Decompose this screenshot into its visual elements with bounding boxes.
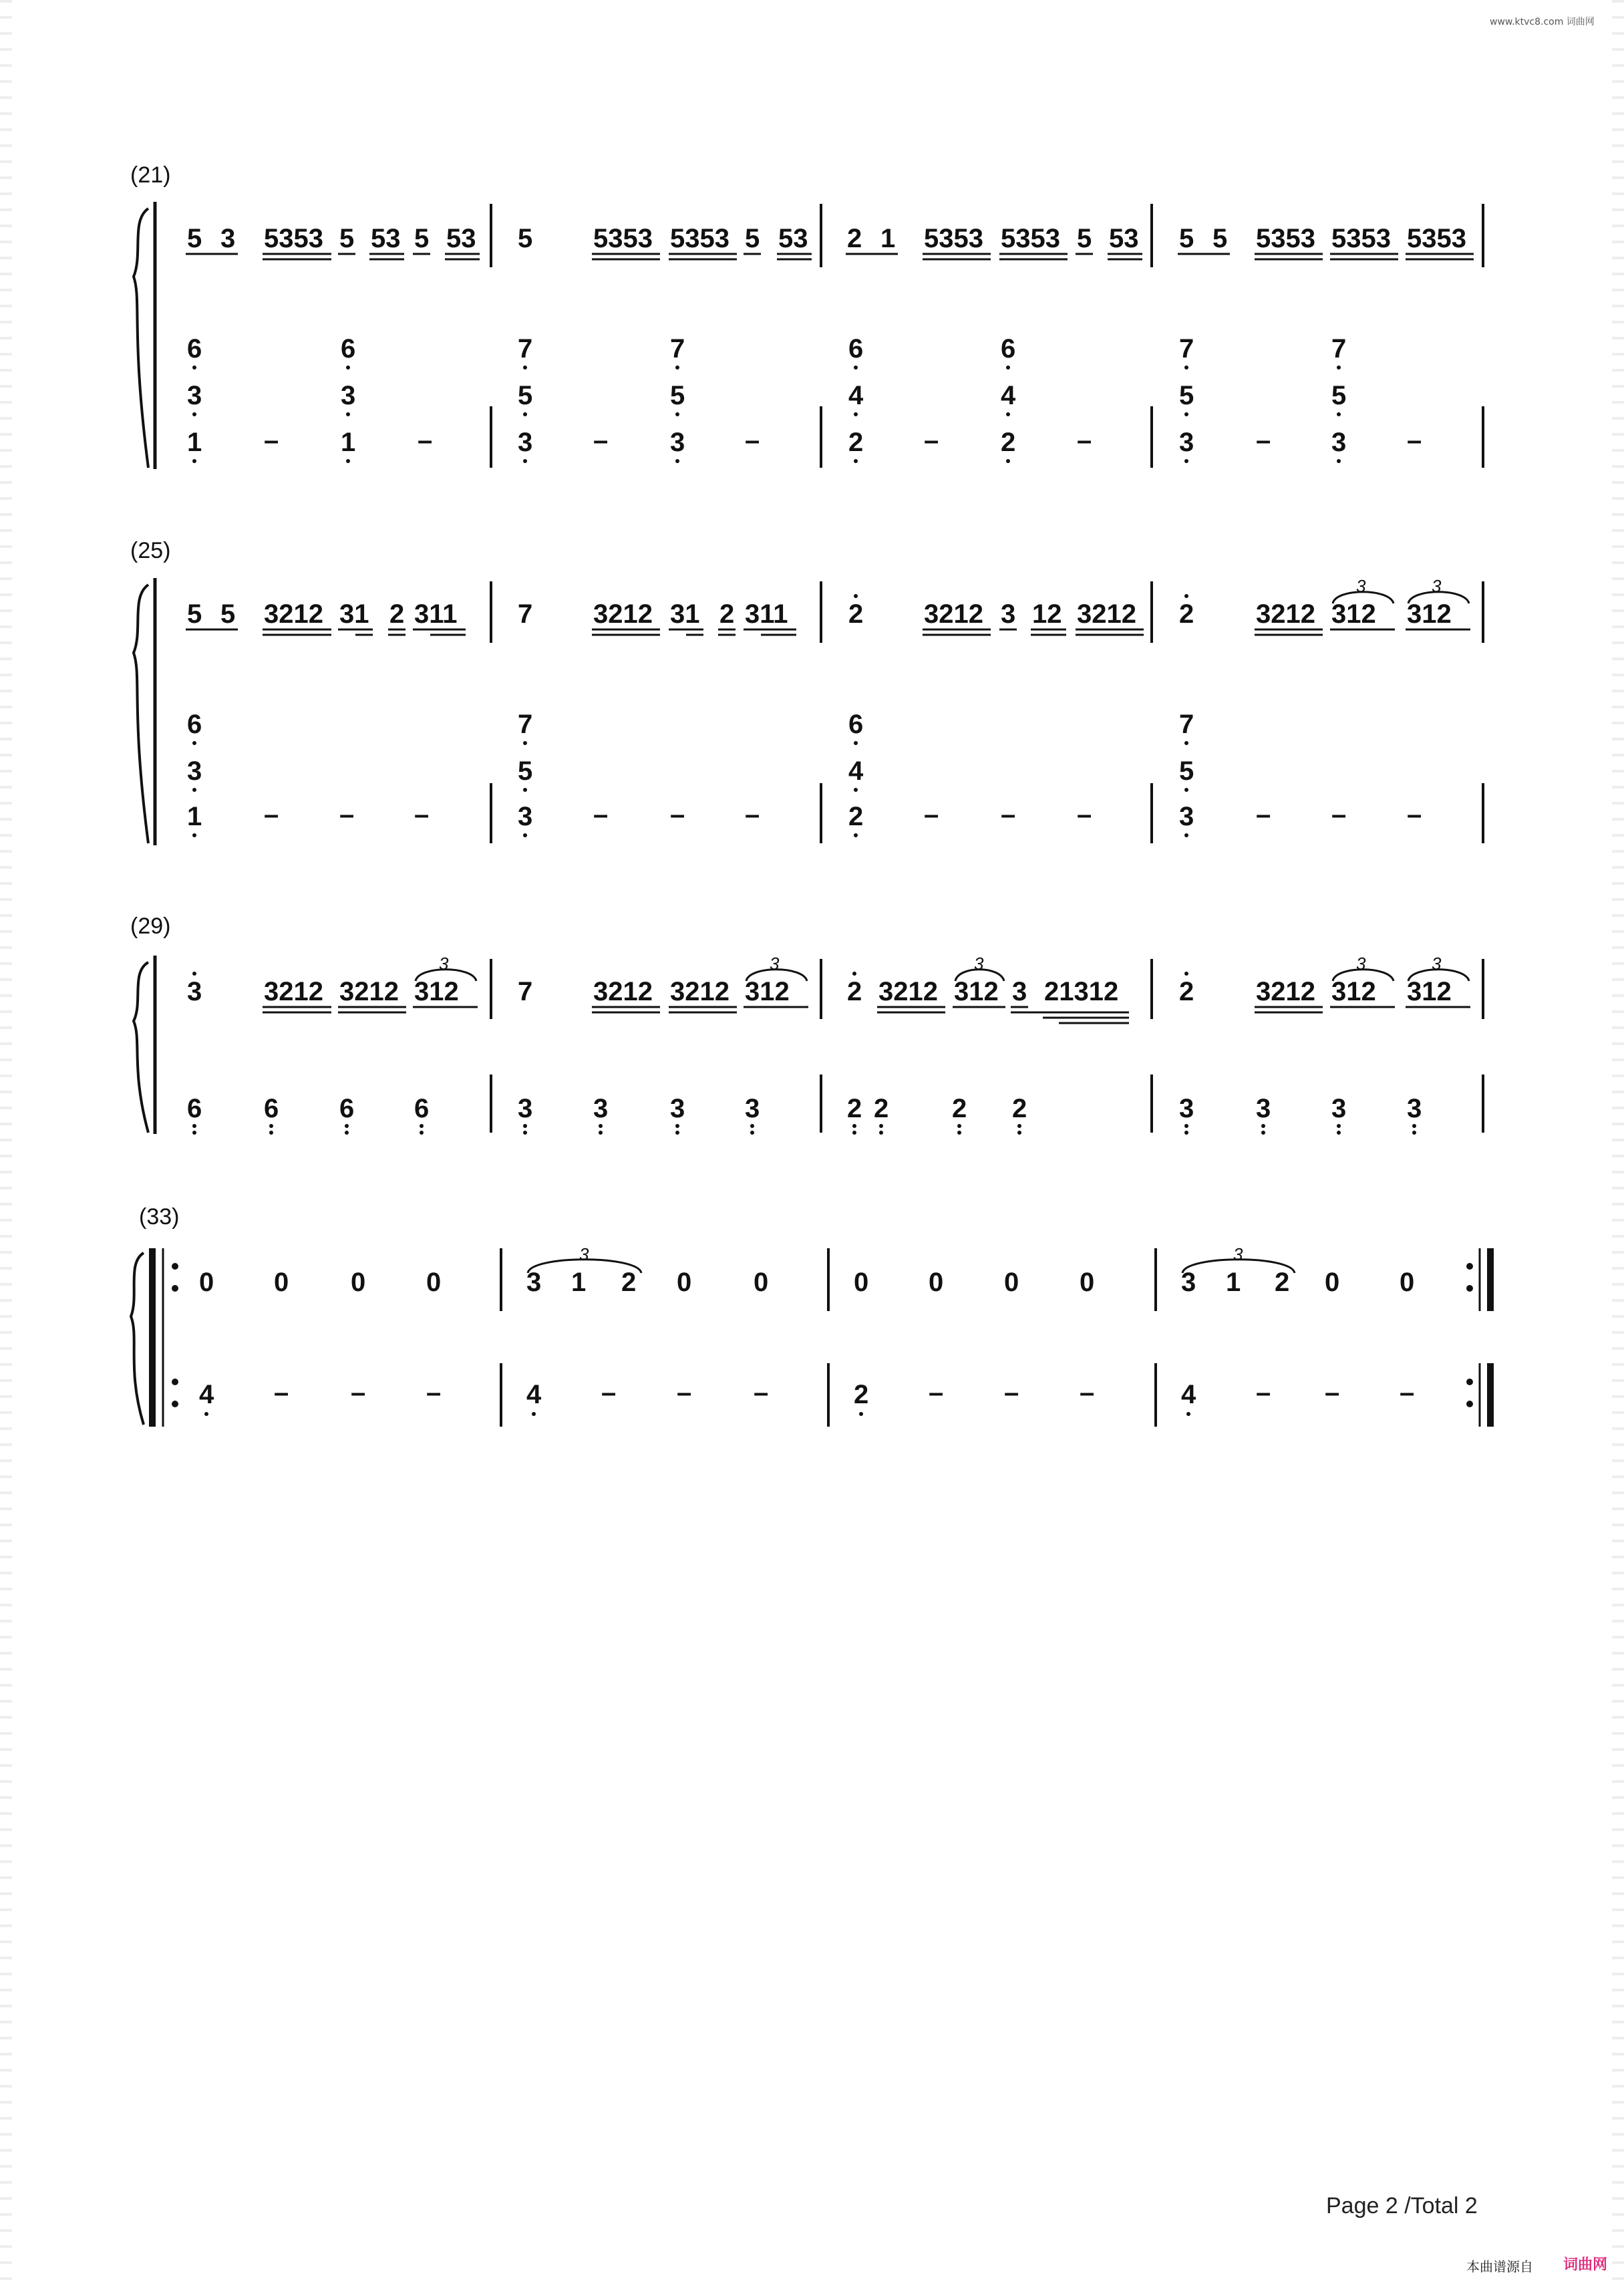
svg-text:–: –: [593, 800, 609, 829]
svg-text:–: –: [351, 1378, 366, 1407]
svg-text:3: 3: [1181, 1268, 1196, 1297]
svg-text:3: 3: [974, 954, 984, 974]
svg-text:2: 2: [1179, 977, 1194, 1006]
svg-text:2: 2: [719, 599, 735, 629]
svg-text:12: 12: [1032, 599, 1062, 629]
svg-text:311: 311: [745, 599, 788, 629]
svg-text:5: 5: [1212, 224, 1228, 253]
svg-text:5353: 5353: [1001, 224, 1060, 253]
svg-text:–: –: [264, 800, 279, 829]
svg-text:2: 2: [847, 977, 862, 1006]
measure-number: (21): [130, 162, 171, 188]
svg-text:–: –: [414, 800, 430, 829]
svg-text:–: –: [1077, 426, 1092, 455]
svg-text:6: 6: [187, 334, 202, 364]
svg-text:–: –: [1407, 800, 1422, 829]
svg-text:–: –: [418, 426, 433, 455]
svg-text:–: –: [677, 1378, 692, 1407]
svg-text:1: 1: [187, 428, 202, 457]
svg-text:–: –: [339, 800, 355, 829]
svg-text:312: 312: [745, 977, 790, 1006]
svg-text:7: 7: [518, 334, 533, 364]
svg-text:3: 3: [187, 756, 202, 786]
upper-measure-23: [846, 224, 1142, 259]
svg-text:53: 53: [371, 224, 401, 253]
svg-text:2: 2: [848, 802, 864, 831]
svg-text:2: 2: [1012, 1094, 1027, 1123]
svg-text:2: 2: [621, 1268, 637, 1297]
svg-text:3: 3: [518, 428, 533, 457]
svg-text:312: 312: [1407, 599, 1452, 629]
svg-text:–: –: [593, 426, 609, 455]
svg-text:–: –: [1331, 800, 1347, 829]
svg-text:3: 3: [1256, 1094, 1271, 1123]
svg-text:0: 0: [754, 1268, 769, 1297]
lower-chords-25-28: [187, 710, 1422, 837]
svg-text:3: 3: [1179, 802, 1194, 831]
svg-text:–: –: [264, 426, 279, 455]
svg-text:3212: 3212: [593, 977, 653, 1006]
svg-text:3: 3: [1331, 428, 1347, 457]
svg-text:312: 312: [1331, 599, 1376, 629]
svg-text:312: 312: [1331, 977, 1376, 1006]
svg-text:–: –: [1256, 1378, 1271, 1407]
svg-text:3: 3: [1407, 1094, 1422, 1123]
svg-text:7: 7: [518, 977, 533, 1006]
svg-text:3: 3: [1331, 1094, 1347, 1123]
svg-text:2: 2: [1275, 1268, 1290, 1297]
svg-text:3: 3: [1001, 599, 1016, 629]
svg-text:–: –: [924, 800, 939, 829]
svg-text:6: 6: [187, 1094, 202, 1123]
svg-text:5: 5: [1179, 381, 1194, 410]
svg-text:2: 2: [848, 428, 864, 457]
upper-measure-21: [186, 224, 480, 259]
svg-text:0: 0: [677, 1268, 692, 1297]
measure-number: (29): [130, 913, 171, 939]
svg-text:3212: 3212: [593, 599, 653, 629]
svg-text:–: –: [1080, 1378, 1095, 1407]
svg-text:–: –: [1077, 800, 1092, 829]
svg-text:3212: 3212: [1256, 977, 1315, 1006]
svg-text:1: 1: [880, 224, 896, 253]
svg-text:2: 2: [854, 1380, 869, 1409]
svg-text:3: 3: [439, 954, 449, 974]
system-29: [130, 913, 1483, 1135]
svg-text:5353: 5353: [670, 224, 729, 253]
svg-text:53: 53: [446, 224, 476, 253]
svg-text:3: 3: [187, 977, 202, 1006]
svg-text:53: 53: [778, 224, 808, 253]
source-label: 本曲谱源自: [1466, 2259, 1533, 2275]
svg-text:1: 1: [187, 802, 202, 831]
svg-text:4: 4: [848, 381, 864, 410]
system-21: [130, 162, 1483, 469]
svg-text:5353: 5353: [1256, 224, 1315, 253]
svg-text:2: 2: [847, 224, 862, 253]
svg-text:312: 312: [954, 977, 999, 1006]
svg-text:5: 5: [1179, 224, 1194, 253]
svg-text:53: 53: [1109, 224, 1139, 253]
svg-text:5: 5: [518, 756, 533, 786]
svg-text:7: 7: [1331, 334, 1347, 364]
svg-text:0: 0: [199, 1268, 214, 1297]
svg-text:3212: 3212: [264, 977, 323, 1006]
svg-text:3: 3: [1179, 1094, 1194, 1123]
svg-text:7: 7: [1179, 710, 1194, 739]
svg-text:6: 6: [187, 710, 202, 739]
upper-measures-25-28: [186, 576, 1470, 635]
svg-text:3212: 3212: [670, 977, 729, 1006]
svg-text:–: –: [1001, 800, 1016, 829]
lower-notes-29-32: [187, 1094, 1422, 1135]
svg-text:0: 0: [1004, 1268, 1019, 1297]
watermark-text: www.ktvc8.com 词曲网: [1490, 17, 1595, 27]
svg-text:3: 3: [341, 381, 356, 410]
svg-text:4: 4: [526, 1380, 542, 1409]
lower-measures-33-36: [199, 1378, 1414, 1416]
svg-text:5: 5: [187, 224, 202, 253]
svg-text:1: 1: [341, 428, 356, 457]
svg-text:3212: 3212: [339, 977, 399, 1006]
svg-text:6: 6: [1001, 334, 1016, 364]
lower-chords-21-24: [187, 334, 1422, 463]
svg-text:4: 4: [1001, 381, 1016, 410]
svg-text:0: 0: [1080, 1268, 1095, 1297]
svg-text:3: 3: [187, 381, 202, 410]
svg-text:3: 3: [745, 1094, 760, 1123]
svg-text:–: –: [745, 426, 760, 455]
svg-text:5: 5: [1331, 381, 1347, 410]
svg-text:0: 0: [854, 1268, 869, 1297]
svg-text:6: 6: [848, 334, 864, 364]
svg-text:4: 4: [1181, 1380, 1196, 1409]
svg-text:7: 7: [518, 599, 533, 629]
svg-text:–: –: [1256, 800, 1271, 829]
brace: [134, 962, 148, 1133]
svg-text:5353: 5353: [264, 224, 323, 253]
svg-text:5: 5: [1077, 224, 1092, 253]
svg-text:3: 3: [579, 1244, 589, 1264]
svg-text:4: 4: [199, 1380, 214, 1409]
system-33: [131, 1204, 1490, 1427]
svg-text:3: 3: [518, 802, 533, 831]
svg-text:3: 3: [1432, 576, 1442, 596]
svg-text:3: 3: [1432, 954, 1442, 974]
svg-text:0: 0: [929, 1268, 944, 1297]
svg-text:31: 31: [670, 599, 700, 629]
svg-text:–: –: [1400, 1378, 1415, 1407]
svg-text:–: –: [924, 426, 939, 455]
svg-text:6: 6: [341, 334, 356, 364]
svg-text:2: 2: [389, 599, 405, 629]
svg-text:3212: 3212: [1256, 599, 1315, 629]
svg-text:3: 3: [670, 1094, 685, 1123]
upper-measure-22: [518, 224, 812, 259]
svg-text:5353: 5353: [924, 224, 983, 253]
system-25: [130, 538, 1483, 845]
svg-text:5: 5: [518, 381, 533, 410]
svg-text:–: –: [1325, 1378, 1340, 1407]
svg-text:2: 2: [1001, 428, 1016, 457]
svg-text:5353: 5353: [593, 224, 653, 253]
svg-text:31: 31: [339, 599, 369, 629]
svg-text:–: –: [274, 1378, 289, 1407]
svg-text:3: 3: [1356, 954, 1366, 974]
svg-text:3212: 3212: [924, 599, 983, 629]
svg-text:1: 1: [1226, 1268, 1241, 1297]
svg-text:5: 5: [187, 599, 202, 629]
upper-measures-29-32: [187, 954, 1470, 1023]
svg-text:–: –: [426, 1378, 442, 1407]
svg-text:0: 0: [1325, 1268, 1340, 1297]
svg-text:3: 3: [1012, 977, 1027, 1006]
svg-text:5: 5: [220, 599, 236, 629]
upper-measures-33-36: [199, 1244, 1414, 1297]
page-number: Page 2 /Total 2: [1326, 2193, 1478, 2219]
svg-text:2: 2: [848, 599, 864, 629]
svg-text:1: 1: [571, 1268, 587, 1297]
svg-text:3: 3: [220, 224, 236, 253]
svg-text:6: 6: [339, 1094, 355, 1123]
measure-number: (25): [130, 538, 171, 563]
svg-text:–: –: [601, 1378, 617, 1407]
svg-text:5353: 5353: [1331, 224, 1391, 253]
svg-text:5: 5: [414, 224, 430, 253]
svg-text:7: 7: [670, 334, 685, 364]
svg-text:0: 0: [426, 1268, 442, 1297]
svg-text:21312: 21312: [1044, 977, 1119, 1006]
svg-text:–: –: [1004, 1378, 1019, 1407]
brace: [134, 585, 148, 843]
svg-text:5: 5: [339, 224, 355, 253]
upper-measure-24: [1178, 224, 1474, 259]
brace: [134, 208, 148, 468]
svg-text:2: 2: [874, 1094, 889, 1123]
svg-text:5: 5: [670, 381, 685, 410]
svg-text:6: 6: [264, 1094, 279, 1123]
svg-text:3: 3: [593, 1094, 609, 1123]
svg-text:6: 6: [848, 710, 864, 739]
svg-text:0: 0: [274, 1268, 289, 1297]
svg-text:3: 3: [770, 954, 780, 974]
svg-text:3212: 3212: [1077, 599, 1136, 629]
svg-text:312: 312: [1407, 977, 1452, 1006]
brace: [131, 1253, 144, 1425]
svg-text:5353: 5353: [1407, 224, 1466, 253]
svg-text:3212: 3212: [878, 977, 938, 1006]
svg-text:3: 3: [1356, 576, 1366, 596]
svg-text:4: 4: [848, 756, 864, 786]
svg-text:2: 2: [952, 1094, 967, 1123]
measure-number: (33): [139, 1204, 180, 1230]
svg-text:3: 3: [670, 428, 685, 457]
svg-text:7: 7: [518, 710, 533, 739]
svg-text:3: 3: [526, 1268, 542, 1297]
svg-text:2: 2: [847, 1094, 862, 1123]
svg-text:–: –: [754, 1378, 769, 1407]
svg-text:2: 2: [1179, 599, 1194, 629]
svg-text:0: 0: [351, 1268, 366, 1297]
svg-text:312: 312: [414, 977, 459, 1006]
svg-text:–: –: [929, 1378, 944, 1407]
svg-text:–: –: [670, 800, 685, 829]
svg-text:5: 5: [745, 224, 760, 253]
svg-text:7: 7: [1179, 334, 1194, 364]
site-logo[interactable]: 词曲网: [1563, 2257, 1608, 2273]
svg-text:–: –: [1407, 426, 1422, 455]
svg-text:3: 3: [1179, 428, 1194, 457]
svg-text:–: –: [745, 800, 760, 829]
svg-text:311: 311: [414, 599, 458, 629]
svg-text:3: 3: [1233, 1244, 1243, 1264]
svg-text:0: 0: [1400, 1268, 1415, 1297]
svg-text:5: 5: [1179, 756, 1194, 786]
svg-text:6: 6: [414, 1094, 430, 1123]
svg-text:5: 5: [518, 224, 533, 253]
svg-text:3: 3: [518, 1094, 533, 1123]
svg-text:–: –: [1256, 426, 1271, 455]
svg-text:3212: 3212: [264, 599, 323, 629]
